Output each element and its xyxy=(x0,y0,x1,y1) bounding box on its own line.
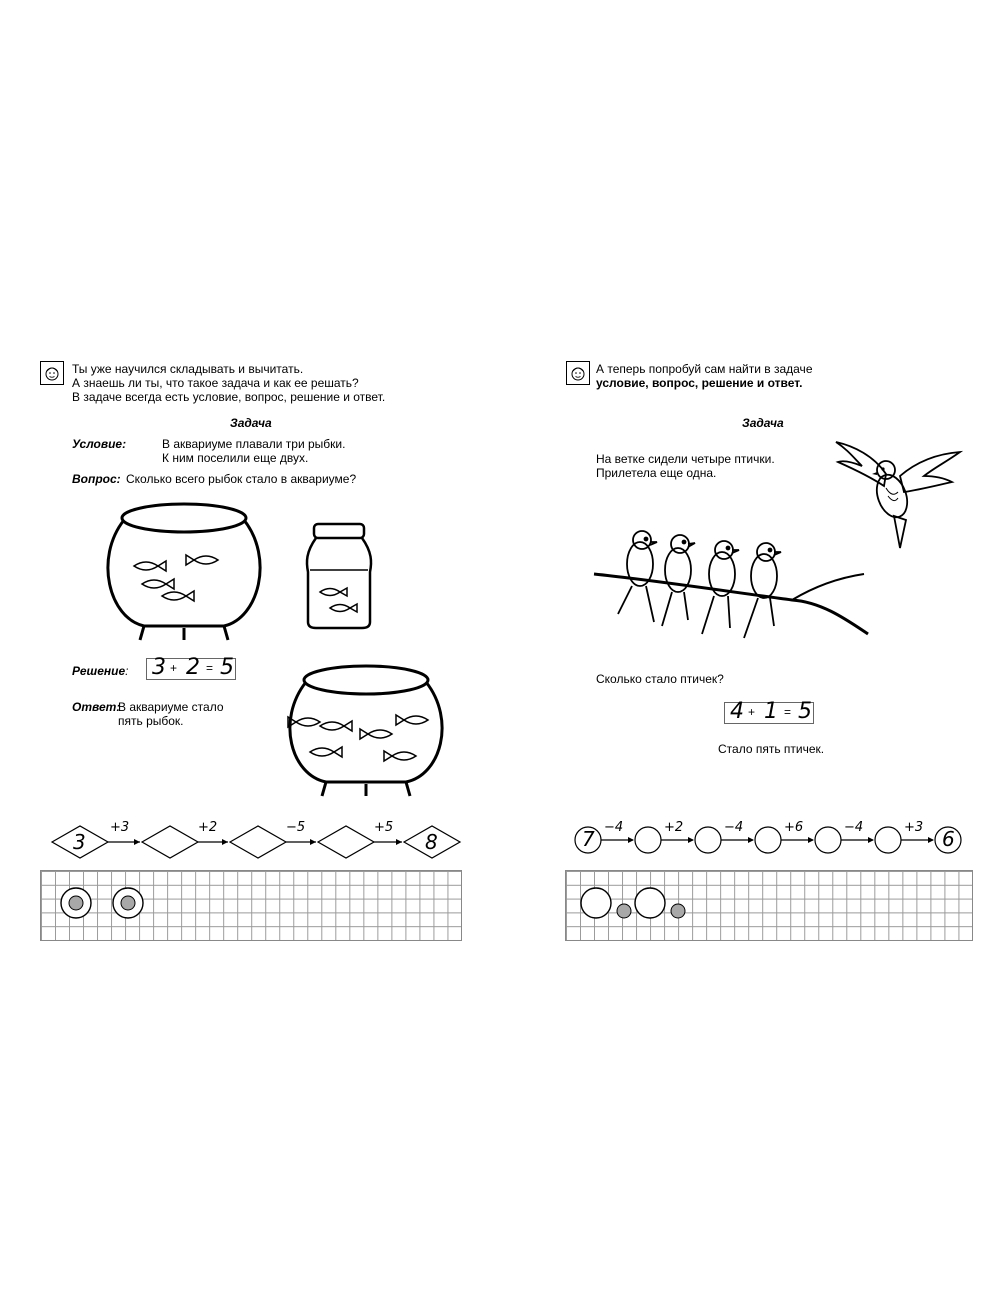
solution-colon: : xyxy=(125,664,129,678)
answer-line-1: В аквариуме стало xyxy=(118,700,224,714)
right-solution-result: 5 xyxy=(798,699,812,724)
chain-circle-2 xyxy=(635,827,661,853)
rhombus-4 xyxy=(318,826,374,858)
right-task-title: Задача xyxy=(742,416,784,430)
right-answer: Стало пять птичек. xyxy=(718,742,825,756)
chain-circle-5 xyxy=(815,827,841,853)
solution-a: 3 xyxy=(152,655,166,680)
task-title: Задача xyxy=(230,416,272,430)
rhombus-2 xyxy=(142,826,198,858)
left-grid-pattern xyxy=(58,885,178,925)
solution-label-wrap xyxy=(72,664,128,679)
right-chain-op-6: +3 xyxy=(904,820,924,835)
left-chain-op-4: +5 xyxy=(374,820,394,835)
solution-result: 5 xyxy=(220,655,234,680)
solution-b: 2 xyxy=(186,655,200,680)
right-chain-start: 7 xyxy=(582,827,595,851)
question-text: Сколько всего рыбок стало в аквариуме? xyxy=(126,472,357,486)
left-chain-start: 3 xyxy=(73,830,86,854)
birds-on-branch-illustration xyxy=(592,530,872,640)
right-intro-line-1: А теперь попробуй сам найти в задаче xyxy=(596,362,813,376)
solution-equation xyxy=(146,655,236,680)
jar-illustration xyxy=(306,522,376,632)
condition-line-1: В аквариуме плавали три рыбки. xyxy=(162,437,346,451)
face-icon xyxy=(566,361,590,385)
right-chain-op-4: +6 xyxy=(784,820,804,835)
question-label: Вопрос: xyxy=(72,472,121,486)
big-circle-2 xyxy=(635,888,665,918)
right-grid-pattern xyxy=(580,885,700,925)
right-chain-op-5: −4 xyxy=(844,820,864,835)
chain-circle-3 xyxy=(695,827,721,853)
rhombus-3 xyxy=(230,826,286,858)
condition-line-2: К ним поселили еще двух. xyxy=(162,451,309,465)
answer-line-2: пять рыбок. xyxy=(118,714,184,728)
chain-circle-6 xyxy=(875,827,901,853)
solution-label: Решение xyxy=(72,664,126,678)
right-solution-equation xyxy=(724,699,816,724)
right-solution-a: 4 xyxy=(730,699,744,724)
left-chain-op-1: +3 xyxy=(110,820,130,835)
right-condition-line-2: Прилетела еще одна. xyxy=(596,466,717,480)
left-chain-end: 8 xyxy=(425,830,438,854)
right-chain-end: 6 xyxy=(942,827,955,851)
right-chain-op-3: −4 xyxy=(724,820,744,835)
intro-line-2: А знаешь ли ты, что такое задача и как ее решать? xyxy=(72,376,359,390)
aquarium-illustration xyxy=(104,498,264,648)
right-condition-line-1: На ветке сидели четыре птички. xyxy=(596,452,775,466)
left-chain-op-3: −5 xyxy=(286,820,306,835)
face-icon xyxy=(40,361,64,385)
intro-line-3: В задаче всегда есть условие, вопрос, решение и ответ. xyxy=(72,390,386,404)
fish-icon xyxy=(134,555,218,601)
intro-line-1: Ты уже научился складывать и вычитать. xyxy=(72,362,304,376)
answer-label: Ответ: xyxy=(72,700,121,714)
right-solution-b: 1 xyxy=(764,699,778,724)
big-circle-1 xyxy=(581,888,611,918)
right-chain-op-2: +2 xyxy=(664,820,684,835)
left-chain-op-2: +2 xyxy=(198,820,218,835)
right-question: Сколько стало птичек? xyxy=(596,672,724,686)
condition-label: Условие: xyxy=(72,437,127,451)
right-chain-op-1: −4 xyxy=(604,820,624,835)
right-solution-eq: = xyxy=(784,705,792,719)
right-solution-op: + xyxy=(748,705,756,719)
solution-op: + xyxy=(170,661,178,675)
small-dot-2 xyxy=(671,904,685,918)
right-intro-bold: условие, вопрос, решение и ответ. xyxy=(596,376,803,390)
solution-eq: = xyxy=(206,661,214,675)
small-dot-1 xyxy=(617,904,631,918)
aquarium-full-illustration xyxy=(286,660,446,800)
chain-circle-4 xyxy=(755,827,781,853)
